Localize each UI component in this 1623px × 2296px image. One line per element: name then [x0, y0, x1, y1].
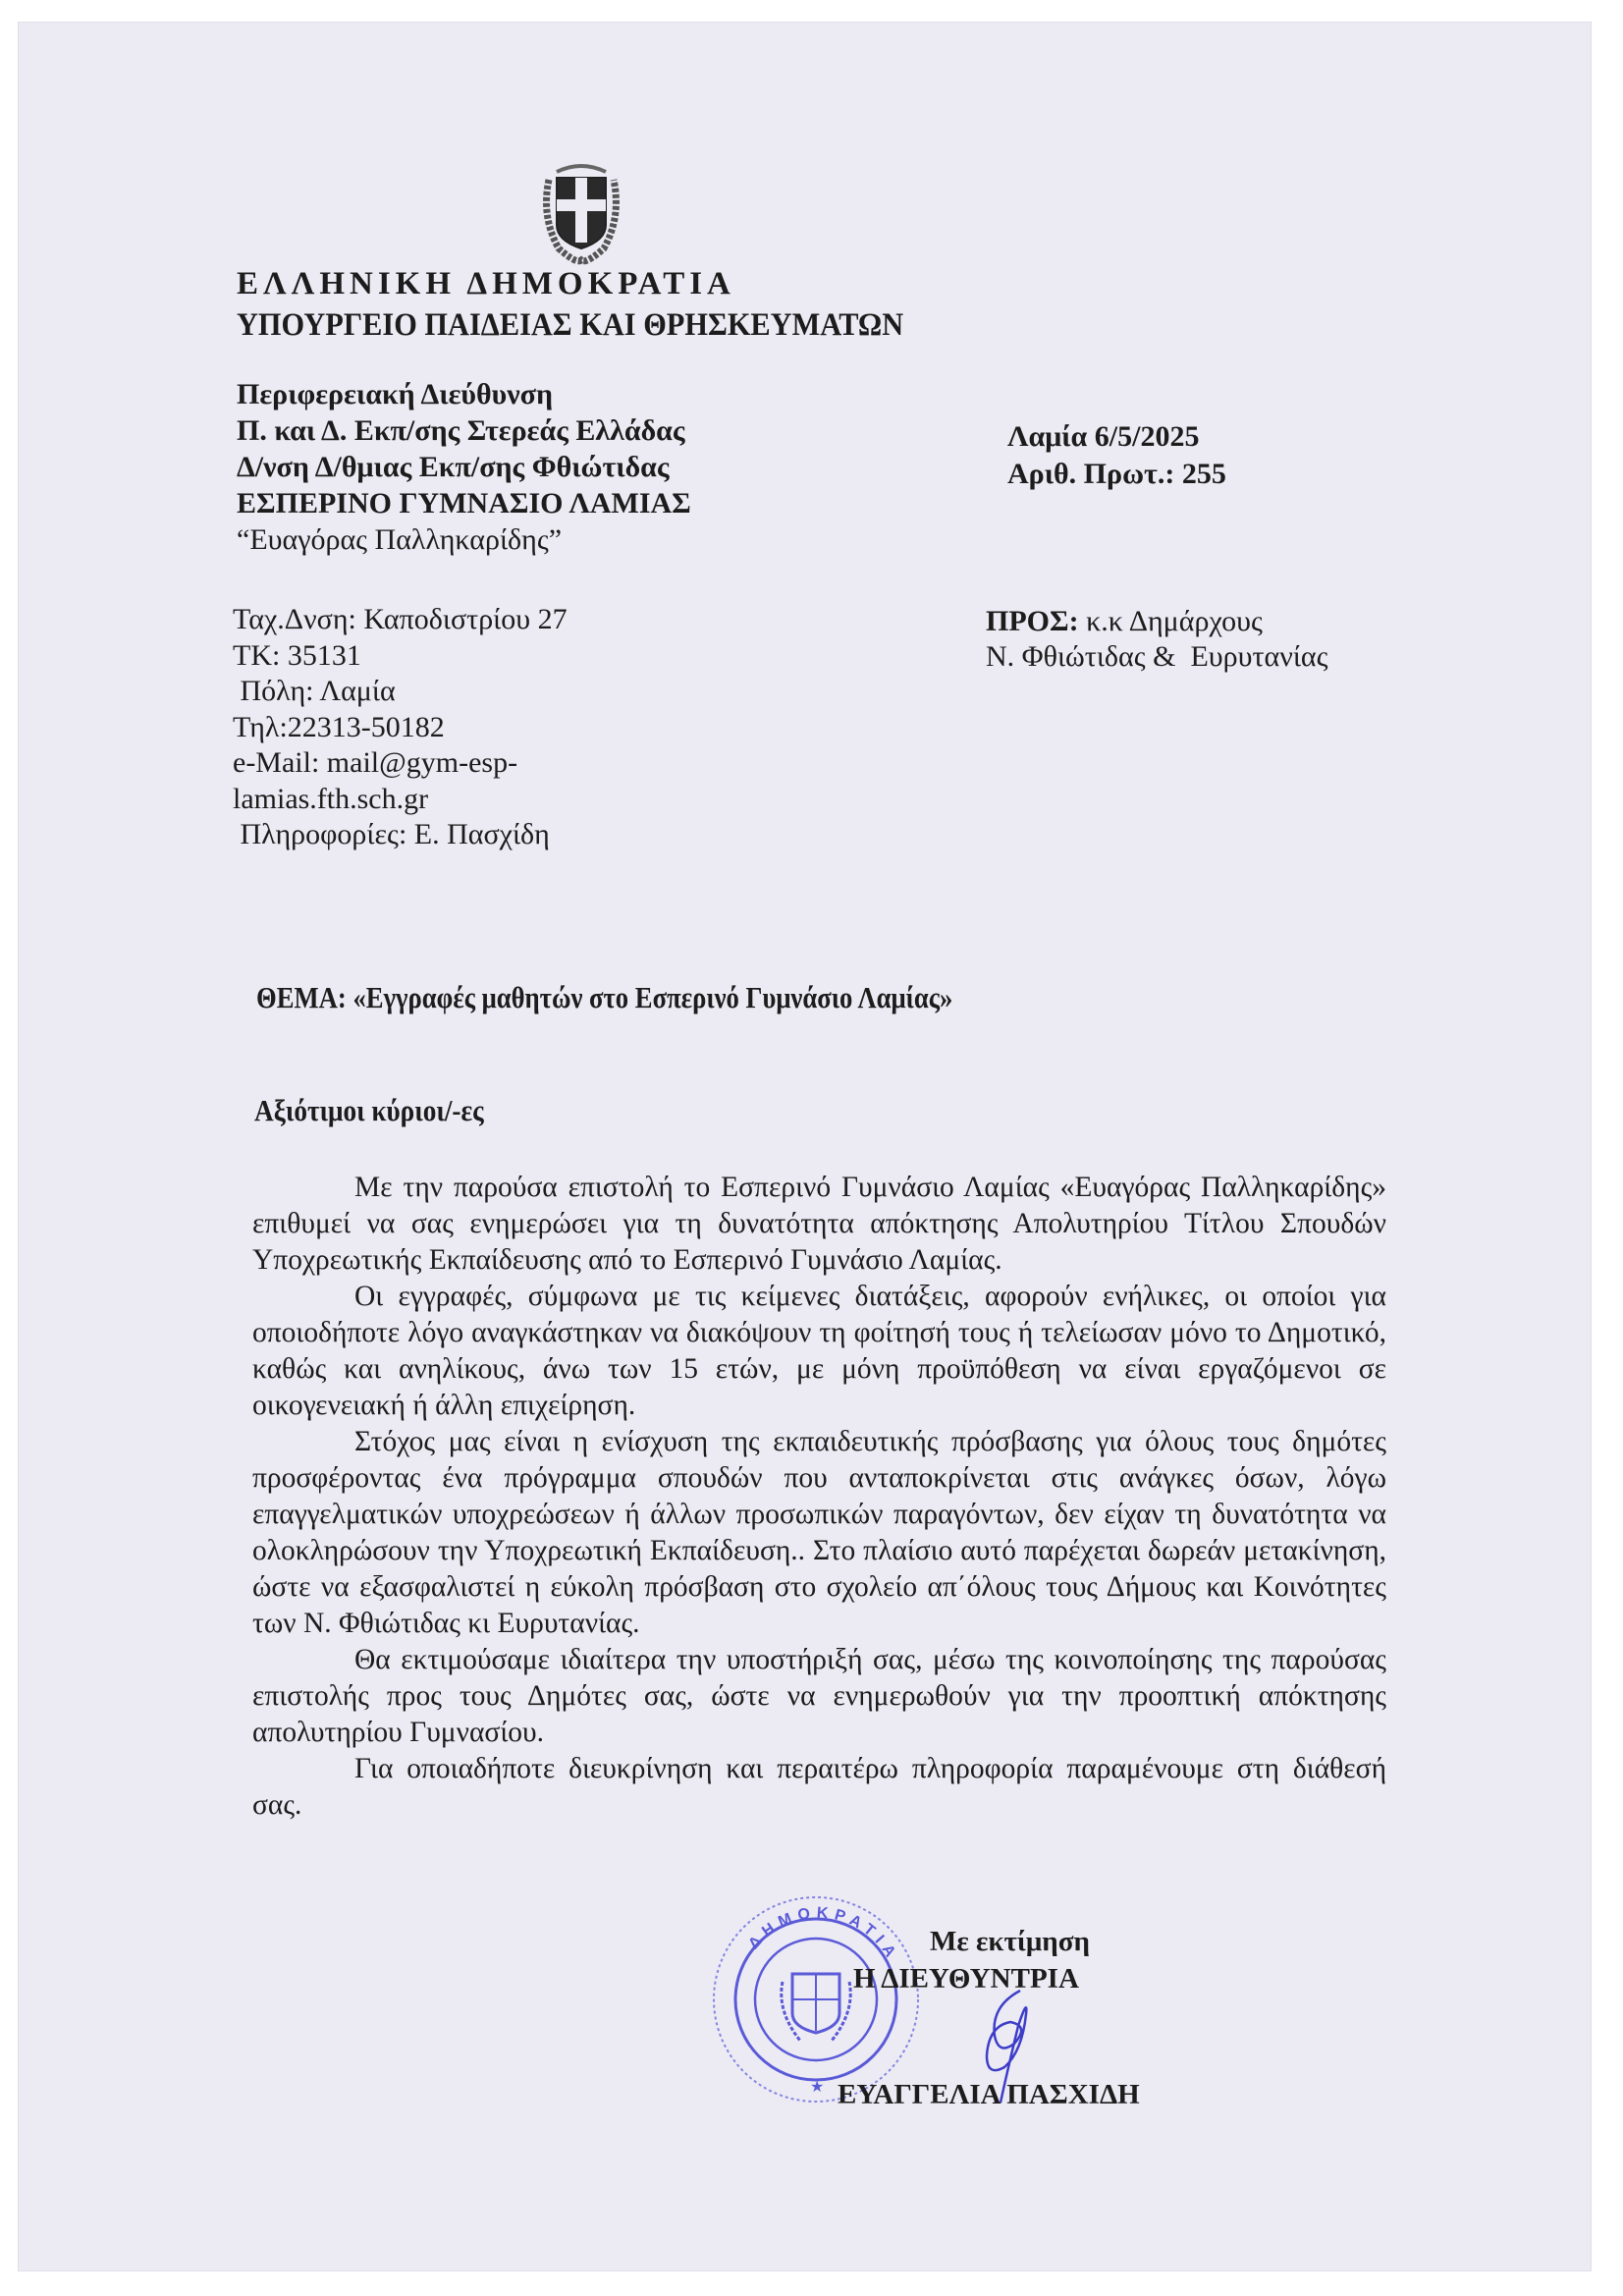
recipient-line-1: κ.κ Δημάρχους	[1078, 605, 1263, 637]
date: Λαμία 6/5/2025	[1007, 420, 1200, 453]
postcode: ΤΚ: 35131	[233, 638, 361, 672]
address: Ταχ.Δνση: Καποδιστρίου 27	[233, 603, 568, 635]
school-name: “Ευαγόρας Παλληκαρίδης”	[237, 523, 563, 556]
svg-text:★: ★	[810, 2079, 825, 2096]
sender-line: Δ/νση Δ/θμιας Εκπ/σης Φθιώτιδας	[237, 451, 670, 483]
signatory-name: ΕΥΑΓΓΕΛΙΑ ΠΑΣΧΙΔΗ	[838, 2079, 1140, 2110]
email-line-2: lamias.fth.sch.gr	[233, 782, 429, 815]
contact-block	[233, 602, 568, 853]
ministry-heading: ΥΠΟΥΡΓΕΙΟ ΠΑΙΔΕΙΑΣ ΚΑΙ ΘΡΗΣΚΕΥΜΑΤΩΝ	[237, 307, 904, 343]
date-protocol-block	[1007, 418, 1226, 493]
sender-line: Π. και Δ. Εκπ/σης Στερεάς Ελλάδας	[237, 414, 685, 447]
body-paragraph: Θα εκτιμούσαμε ιδιαίτερα την υποστήριξή σας, μέσω της κοινοποίησης της παρούσας επιστολής προς τους Δημότες σας, ώστε να ενημερωθούν για την προοπτική απόκτησης απολυτηρίου Γυμνασίου.	[252, 1644, 1386, 1748]
city: Πόλη: Λαμία	[233, 675, 396, 707]
salutation: Αξιότιμοι κύριοι/-ες	[254, 1093, 484, 1127]
country-heading: ΕΛΛΗΝΙΚΗ ΔΗΜΟΚΡΑΤΙΑ	[237, 266, 735, 301]
letter-body	[252, 1170, 1386, 1824]
protocol-number: Αριθ. Πρωτ.: 255	[1007, 458, 1226, 490]
body-paragraph: Οι εγγραφές, σύμφωνα με τις κείμενες διατάξεις, αφορούν ενήλικες, οι οποίοι για οποιοδήποτε λόγο αναγκάστηκαν να διακόψουν τη φοίτησή τους ή τελείωσαν μόνο το Δημοτικό, καθώς και ανηλίκους, άνω των 15 ετών, με μόνη προϋπόθεση να είναι εργαζόμενοι σε οικογενειακή ή άλλη επιχείρηση.	[252, 1281, 1386, 1421]
recipient-block	[986, 604, 1328, 675]
scanned-page	[19, 23, 1591, 2270]
svg-text:ΔΗΜΟΚΡΑΤΙΑ: ΔΗΜΟΚΡΑΤΙΑ	[745, 1904, 902, 1966]
subject-line: ΘΕΜΑ: «Εγγραφές μαθητών στο Εσπερινό Γυμνάσιο Λαμίας»	[256, 980, 953, 1014]
phone: Τηλ:22313-50182	[233, 710, 445, 743]
closing: Με εκτίμηση	[930, 1926, 1091, 1957]
greek-coat-of-arms-icon	[537, 158, 625, 266]
body-paragraph: Με την παρούσα επιστολή το Εσπερινό Γυμνάσιο Λαμίας «Ευαγόρας Παλληκαρίδης» επιθυμεί να σας ενημερώσει για τη δυνατότητα απόκτησης Απολυτηρίου Τίτλου Σπουδών Υποχρεωτικής Εκπαίδευσης από το Εσπερινό Γυμνάσιο Λαμίας.	[252, 1172, 1386, 1276]
body-paragraph: Για οποιαδήποτε διευκρίνηση και περαιτέρω πληροφορία παραμένουμε στη διάθεσή σας.	[252, 1753, 1386, 1821]
body-paragraph: Στόχος μας είναι η ενίσχυση της εκπαιδευτικής πρόσβασης για όλους τους δημότες προσφέροντας ένα πρόγραμμα σπουδών που ανταποκρίνεται στις ανάγκες όσων, λόγω επαγγελματικών υποχρεώσεων ή άλλων προσωπικών παραγόντων, δεν είχαν τη δυνατότητα να ολοκληρώσουν την Υποχρεωτική Εκπαίδευση.. Στο πλαίσιο αυτό παρέχεται δωρεάν μετακίνηση, ώστε να εξασφαλιστεί η εύκολη πρόσβαση στο σχολείο απ΄όλους τους Δήμους και Κοινότητες των Ν. Φθιώτιδας κι Ευρυτανίας.	[252, 1426, 1386, 1639]
recipient-label: ΠΡΟΣ:	[986, 605, 1079, 637]
signatory-title: Η ΔΙΕΥΘΥΝΤΡΙΑ	[853, 1963, 1079, 1995]
email-line-1: e-Mail: mail@gym-esp-	[233, 746, 518, 779]
info-contact: Πληροφορίες: Ε. Πασχίδη	[233, 818, 550, 850]
recipient-line-2: Ν. Φθιώτιδας & Ευρυτανίας	[986, 640, 1328, 673]
sender-block	[237, 376, 691, 558]
sender-line: ΕΣΠΕΡΙΝΟ ΓΥΜΝΑΣΙΟ ΛΑΜΙΑΣ	[237, 487, 691, 519]
sender-line: Περιφερειακή Διεύθυνση	[237, 378, 553, 410]
handwritten-signature-icon	[971, 1987, 1050, 2105]
